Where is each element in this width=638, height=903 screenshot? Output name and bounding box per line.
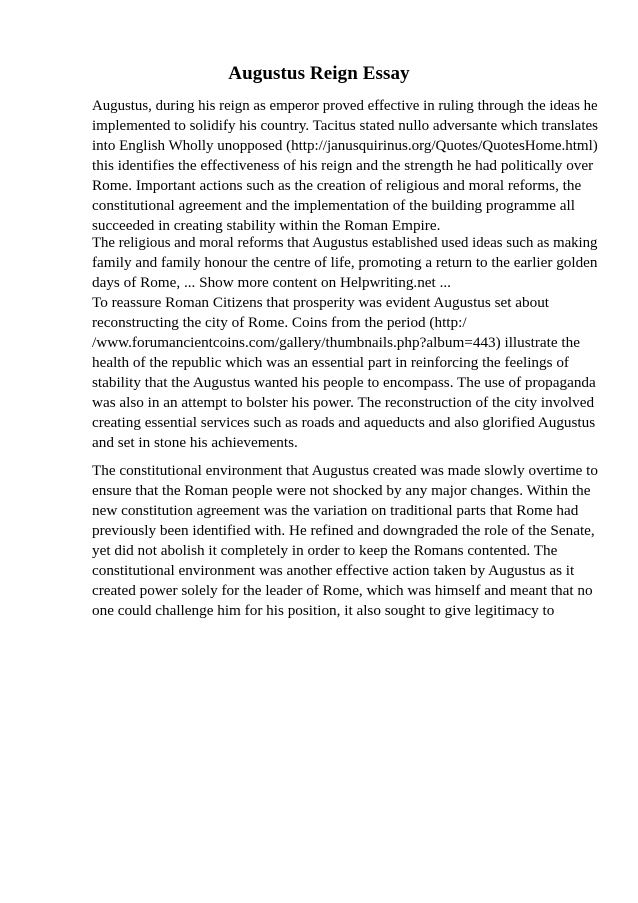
paragraph-2-line-11: and set in stone his achievements. [92,434,298,451]
paragraph-1-line-3: into English Wholly unopposed (http://janusquirinus.org/Quotes/QuotesHome.html) [92,138,598,154]
paragraph-2-line-6: /www.forumancientcoins.com/gallery/thumbnails.php?album=443) illustrate the [92,334,580,351]
paragraph-2-line-1: The religious and moral reforms that Augustus established used ideas such as making [92,235,598,251]
paragraph-2-line-8: stability that the Augustus wanted his people to encompass. The use of propaganda [92,374,596,391]
paragraph-2-line-5: reconstructing the city of Rome. Coins from the period (http:/ [92,314,467,331]
paragraph-3-line-6: constitutional environment was another effective action taken by Augustus as it [92,562,575,579]
paragraph-2-line-10: creating essential services such as roads and aqueducts and also glorified Augustus [92,414,596,431]
paragraph-3-line-7: created power solely for the leader of Rome, which was himself and meant that no [92,582,593,599]
paragraph-3-line-5: yet did not abolish it completely in order to keep the Romans contented. The [92,542,558,559]
paragraph-1-line-4: this identifies the effectiveness of his reign and the strength he had politically over [92,157,594,174]
paragraph-3-line-3: new constitution agreement was the variation on traditional parts that Rome had [92,502,579,519]
paragraph-3-line-8: one could challenge him for his position, it also sought to give legitimacy to [92,602,555,619]
paragraph-2-line-3: days of Rome, ... Show more content on Helpwriting.net ... [92,274,451,291]
paragraph-2-line-2: family and family honour the centre of life, promoting a return to the earlier golden [92,254,598,271]
paragraph-1-line-1: Augustus, during his reign as emperor proved effective in ruling through the ideas he [92,98,598,114]
paragraph-2-line-7: health of the republic which was an essential part in reinforcing the feelings of [92,354,569,371]
paragraph-1-line-6: constitutional agreement and the implementation of the building programme all [92,197,575,214]
paragraph-3-line-1: The constitutional environment that Augustus created was made slowly overtime to [92,462,598,479]
paragraph-3-line-4: previously been identified with. He refined and downgraded the role of the Senate, [92,522,595,539]
paragraph-1-line-5: Rome. Important actions such as the creation of religious and moral reforms, the [92,177,582,194]
paragraph-1-line-2: implemented to solidify his country. Tacitus stated nullo adversante which translates [92,118,599,134]
paragraph-2-line-9: was also in an attempt to bolster his power. The reconstruction of the city involved [92,394,595,411]
paragraph-2-line-4: To reassure Roman Citizens that prosperity was evident Augustus set about [92,294,550,311]
paragraph-3-line-2: ensure that the Roman people were not shocked by any major changes. Within the [92,482,591,499]
paragraph-1-line-7: succeeded in creating stability within the Roman Empire. [92,217,441,234]
document-title: Augustus Reign Essay [228,63,410,84]
